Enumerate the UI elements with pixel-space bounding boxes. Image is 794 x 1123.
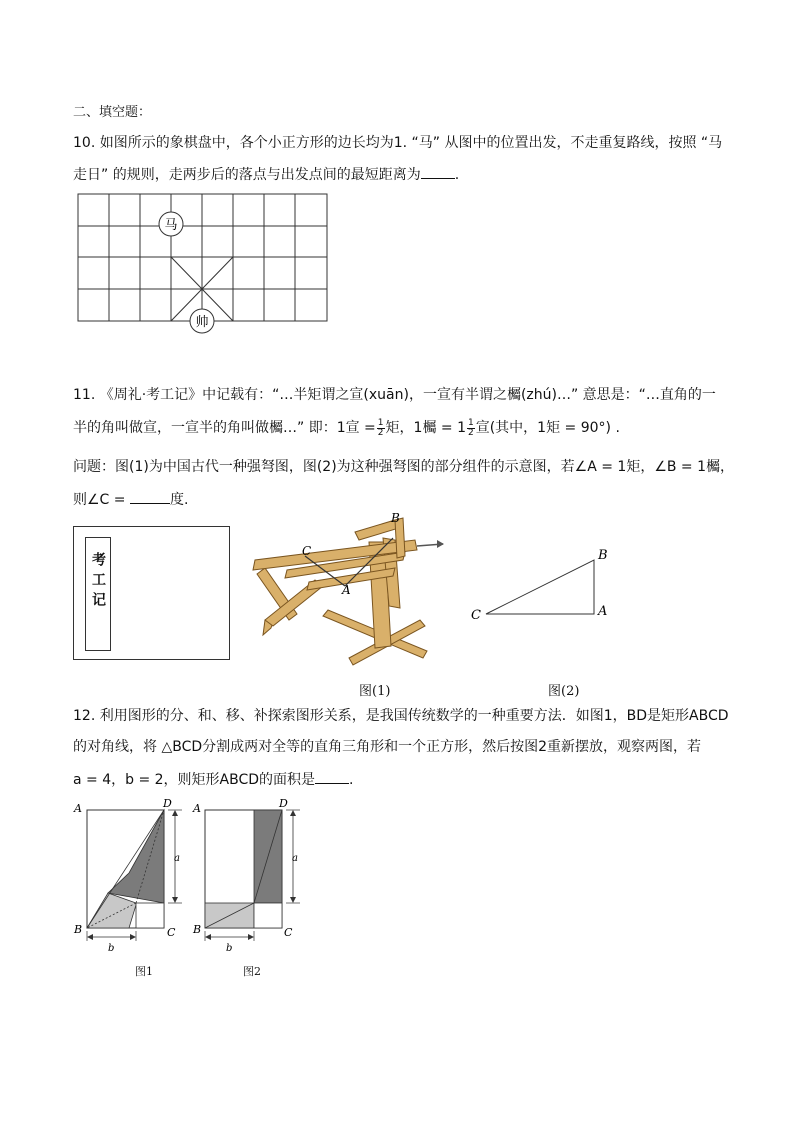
fig2-label-a-vertex: A [193, 802, 201, 815]
fig1-label-a-length: a [174, 853, 180, 864]
fig1-label-b-vertex: B [74, 923, 83, 936]
book-cover-figure [73, 526, 230, 660]
triangle-label-a: A [598, 604, 608, 619]
q12-line-3-b: . [349, 772, 354, 788]
q12-figure-1-caption: 图1 [135, 965, 153, 978]
fig2-label-b-vertex: B [193, 923, 202, 936]
fig1-label-d-vertex: D [163, 797, 172, 810]
crossbow-label-c: C [302, 544, 312, 558]
q11-line-4-b: 度. [169, 492, 189, 508]
fig2-label-d-vertex: D [279, 797, 288, 810]
book-title-strip [85, 537, 111, 651]
fraction-half-1: $\frac{1}{2}$ [377, 417, 384, 438]
fig1-label-c-vertex: C [167, 926, 176, 939]
piece-shuai [190, 309, 214, 333]
triangle-label-b: B [598, 548, 608, 563]
q10-line-2 [73, 164, 459, 185]
piece-ma [159, 212, 183, 236]
right-triangle-figure [466, 540, 616, 630]
q11-answer-blank [130, 489, 170, 504]
q11-line-2 [73, 418, 620, 438]
fraction-half-2: $\frac{1}{2}$ [467, 417, 474, 438]
q12-line-1: 12. 利用图形的分、和、移、补探索图形关系，是我国传统数学的一种重要方法．如图1，BD是矩形ABCD [73, 708, 729, 724]
q12-line-2: 的对角线，将 △BCD分割成两对全等的直角三角形和一个正方形，然后按图2重新摆放，观察两图，若 [73, 739, 702, 755]
figure-1-caption: 图(1) [359, 684, 391, 699]
chess-board-figure [70, 190, 340, 340]
q11-line-2-a: 半的角叫做宣，一宣半的角叫做欘…” 即：1宣 = [73, 420, 376, 436]
q10-line-1: 10. 如图所示的象棋盘中，各个小正方形的边长均为1. “马” 从图中的位置出发，不走重复路线，按照 “马 [73, 135, 723, 151]
q10-line-2-text: 走日” 的规则，走两步后的落点与出发点间的最短距离为 [73, 167, 421, 183]
crossbow-label-a: A [342, 583, 351, 597]
q12-answer-blank [315, 769, 349, 784]
q11-line-2-b: 矩，1欘 = 1 [385, 420, 466, 436]
q12-line-3-a: a = 4，b = 2，则矩形ABCD的面积是 [73, 772, 316, 788]
q11-line-3: 问题：图(1)为中国古代一种强弩图，图(2)为这种强弩图的部分组件的示意图，若∠A = 1矩，∠B = 1欘， [73, 459, 735, 475]
q11-line-4 [73, 489, 188, 510]
q12-figure-2-caption: 图2 [243, 965, 261, 978]
q11-line-4-a: 则∠C = [73, 492, 126, 508]
svg-text:帅: 帅 [195, 315, 209, 330]
section-heading: 二、填空题： [73, 105, 152, 120]
figure-2-caption: 图(2) [548, 684, 580, 699]
triangle-label-c: C [471, 608, 481, 623]
q12-figure-2 [190, 795, 315, 955]
fig1-label-b-length: b [108, 943, 115, 954]
fig2-label-a-length: a [292, 853, 298, 864]
crossbow-label-b: B [391, 511, 400, 525]
q10-answer-blank [421, 164, 455, 179]
fig1-label-a-vertex: A [74, 802, 82, 815]
crossbow-illustration [245, 508, 445, 673]
book-title: 考工记 [90, 552, 106, 612]
q12-line-3 [73, 769, 354, 790]
fig2-label-b-length: b [226, 943, 233, 954]
small-square [136, 903, 164, 928]
q10-line-2-end: . [454, 167, 460, 183]
q11-line-2-c: 宣(其中，1矩 = 90°) . [475, 420, 620, 436]
q11-line-1: 11. 《周礼·考工记》中记载有：“…半矩谓之宣(xuān)，一宣有半谓之欘(zhú)…” 意思是：“…直角的一 [73, 387, 716, 403]
fig2-label-c-vertex: C [284, 926, 293, 939]
svg-text:马: 马 [164, 218, 178, 233]
triangle-abc [486, 560, 594, 614]
q12-figure-1 [70, 795, 195, 955]
